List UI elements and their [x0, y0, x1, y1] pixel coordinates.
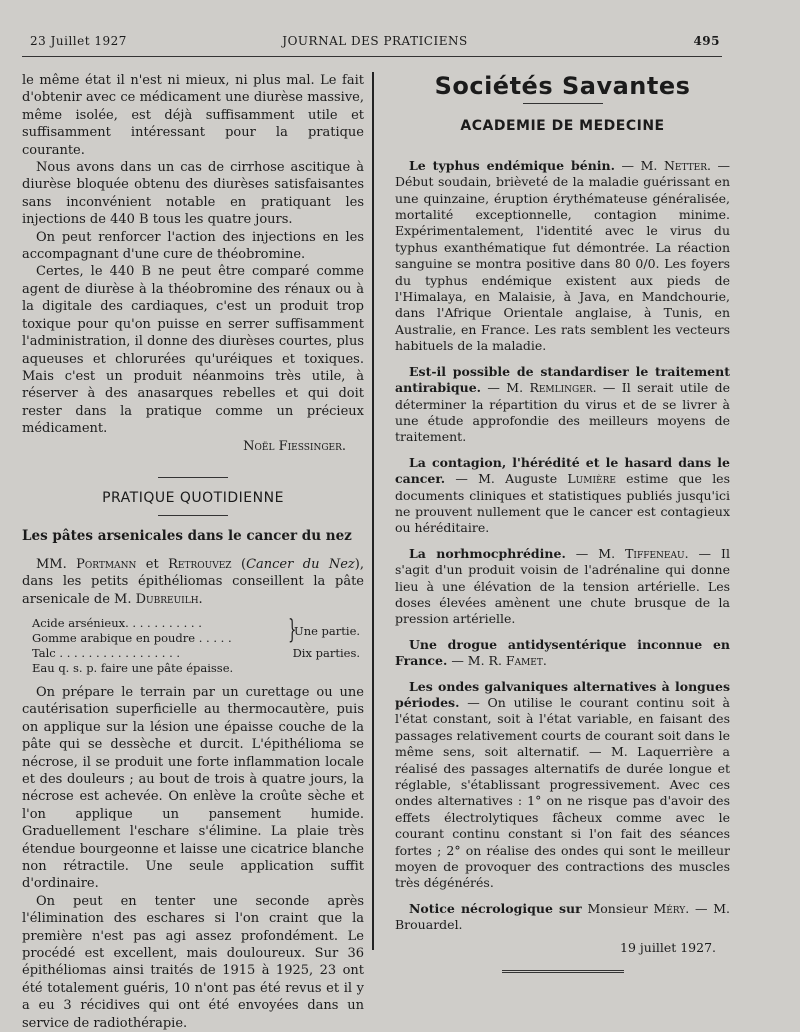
article-intro: MM. Portmann et Retrouvez (Cancer du Nez), dans les petits épithéliomas conseillent la pâte arsenicale de M. Dubreuilh.	[22, 556, 364, 607]
column-divider	[372, 72, 374, 950]
formula	[22, 616, 364, 676]
page-header	[30, 34, 720, 52]
report-item: Les ondes galvaniques alternatives à longues périodes. — On utilise le courant continu soit à l'état constant, soit à l'état variable, en faisant des passages relativement courts de courant soit dans le même sens, soit alternatif. — M. Laquerrière a réalisé des passages alternatifs de durée longue et réglable, s'établissant progressivement. Avec ces ondes alternatives : 1° on ne risque pas d'avoir des effets électrolytiques fâcheux comme avec le courant continu constant si l'on fait des séances fortes ; 2° on réalise des ondes qui sont le meilleur moyen de provoquer des contractions des muscles très dégénérés.	[395, 678, 730, 891]
report-item: La contagion, l'hérédité et le hasard dans le cancer. — M. Auguste Lumière estime que les documents cliniques et statistiques publiés jusqu'ici ne prouvent nullement que le cancer est contagieux ou héréditaire.	[395, 454, 730, 536]
paragraph: le même état il n'est ni mieux, ni plus mal. Le fait d'obtenir avec ce médicament une diurèse massive, même isolée, est déjà suffisamment utile et suffisamment intéressant pour la pratique courante.	[22, 73, 364, 158]
report-item: Est-il possible de standardiser le traitement antirabique. — M. Remlinger. — Il serait utile de déterminer la répartition du virus et de se livrer à une étude approfondie des meilleurs moyens de traitement.	[395, 363, 730, 445]
author-signature: Noël Fiessinger.	[243, 438, 346, 454]
paragraph: On prépare le terrain par un curettage ou une cautérisation superficielle au thermocautère, puis on applique sur la lésion une épaisse couche de la pâte qui se dessèche et durcit. L'épithélioma se nécrose, il se produit une forte inflammation locale et des douleurs ; au bout de trois à quatre jours, la nécrose est achevée. On enlève la croûte sèche et l'on applique un pansement humide. Graduellement l'eschare s'élimine. La plaie très étendue bourgeonne et laisse une cicatrice blanche non rétractile. Une seule application suffit d'ordinaire.	[22, 684, 364, 892]
report-item: Une drogue antidysentérique inconnue en France. — M. R. Famet.	[395, 636, 730, 669]
right-column	[395, 72, 730, 976]
article-title: Les pâtes arsenicales dans le cancer du nez	[22, 528, 352, 545]
report-item: Le typhus endémique bénin. — M. Netter. — Début soudain, brièveté de la maladie guérissant en une quinzaine, éruption érythémateuse généralisée, mortalité exceptionnelle, contagion minime. Expérimentalement, l'identité avec le virus du typhus exanthématique fut démontrée. La réaction sanguine se montra positive dans 80 0/0. Les foyers du typhus endémique existent aux pieds de l'Himalaya, en Malaisie, à Java, en Mandchourie, dans l'Afrique Orientale anglaise, à Tunis, en Australie, en France. Les rats semblent les vecteurs habituels de la maladie.	[395, 157, 730, 354]
header-rule	[22, 56, 722, 57]
formula-line: Acide arsénieux. . . . . . . . . . .	[32, 615, 202, 630]
section-title: Sociétés Savantes	[434, 72, 691, 100]
section-subtitle: ACADEMIE DE MEDECINE	[460, 118, 665, 135]
paragraph: Certes, le 440 B ne peut être comparé comme agent de diurèse à la théobromine des rénaux ou à la digitale des cardiaques, c'est un produit trop toxique pour qu'on puisse en serrer suffisamment l'administration, il donne des diurèses courtes, plus aqueuses et chlorurées qu'uréiques et toxiques. Mais c'est un produit néanmoins très utile, à réserver à des anasarques rebelles et qui doit rester dans la pratique comme un précieux médicament.	[22, 264, 364, 437]
formula-line: Talc . . . . . . . . . . . . . . . . .	[32, 645, 181, 660]
header-page-number: 495	[693, 34, 720, 48]
paragraph: On peut en tenter une seconde après l'élimination des eschares si l'on craint que la première n'est pas agi assez profondément. Le procédé est excellent, mais douloureux. Sur 36 épithéliomas ainsi traités de 1915 à 1925, 23 ont été totalement guéris, 10 n'ont pas été revus et il y a eu 3 récidives qui ont été envoyées dans un service de radiothérapie.	[22, 893, 364, 1031]
formula-brace: }	[288, 614, 297, 645]
section-heading: PRATIQUE QUOTIDIENNE	[102, 489, 284, 506]
report-item: La norhmocphrédine. — M. Tiffeneau. — Il s'agit d'un produit voisin de l'adrénaline qui donne lieu à une élévation de la tension artérielle. Les doses élevées amènent une chute brusque de la pression artérielle.	[395, 545, 730, 627]
report-date: 19 juillet 1927.	[620, 939, 716, 955]
formula-quantity: Une partie.	[294, 623, 361, 638]
paragraph: Nous avons dans un cas de cirrhose ascitique à diurèse bloquée obtenu des diurèses satisfaisantes sans inconvénient notable en pratiquant les injections de 440 B tous les quatre jours.	[22, 160, 364, 228]
header-date: 23 Juillet 1927	[30, 34, 127, 48]
formula-quantity: Dix parties.	[292, 645, 360, 660]
report-item: Notice nécrologique sur Monsieur Méry. — M. Brouardel.	[395, 900, 730, 933]
end-rule	[502, 970, 624, 976]
header-journal-title: JOURNAL DES PRATICIENS	[282, 34, 468, 48]
formula-line: Eau q. s. p. faire une pâte épaisse.	[32, 660, 234, 675]
left-column	[22, 72, 364, 1032]
formula-line: Gomme arabique en poudre . . . . .	[32, 630, 232, 645]
paragraph: On peut renforcer l'action des injections en les accompagnant d'une cure de théobromine.	[22, 229, 364, 263]
